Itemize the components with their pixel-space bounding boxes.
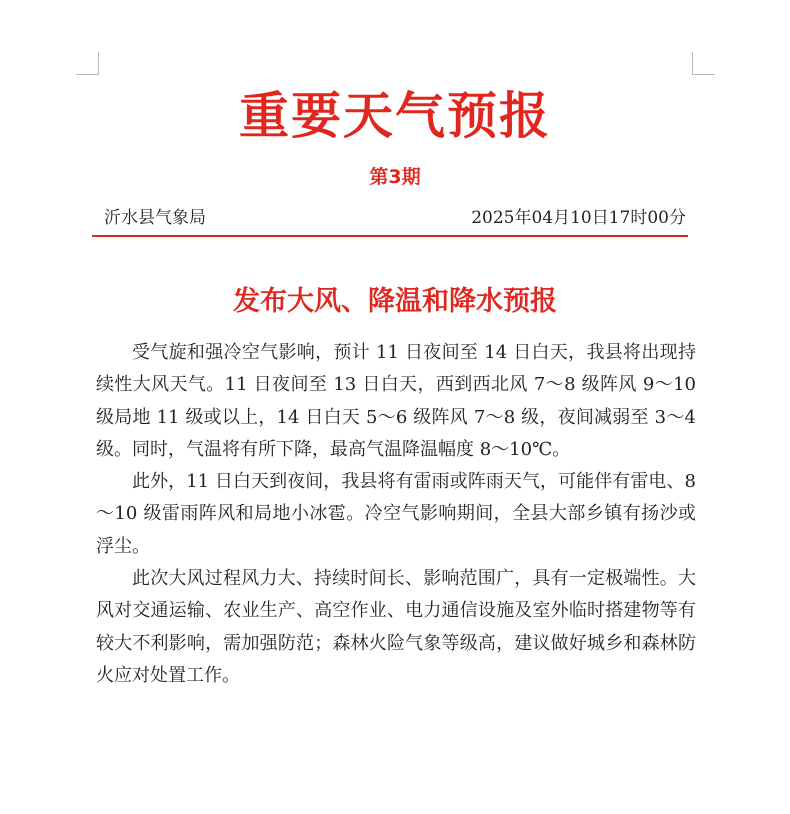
paragraph-3: 此次大风过程风力大、持续时间长、影响范围广，具有一定极端性。大风对交通运输、农业生产、高空作业、电力通信设施及室外临时搭建物等有较大不利影响，需加强防范；森林火险气象等级高，建议做好城乡和森林防火应对处置工作。 <box>96 568 696 686</box>
forecast-body <box>96 337 696 692</box>
document-title: 重要天气预报 <box>239 87 551 145</box>
issue-datetime: 2025年04月10日17时00分 <box>471 208 686 228</box>
crop-mark-top-left <box>76 52 99 75</box>
forecast-headline: 发布大风、降温和降水预报 <box>233 286 557 317</box>
issue-number: 第3期 <box>369 166 421 188</box>
crop-mark-top-right <box>692 52 715 75</box>
paragraph-2: 此外，11 日白天到夜间，我县将有雷雨或阵雨天气，可能伴有雷电、8～10 级雷雨阵风和局地小冰雹。冷空气影响期间，全县大部乡镇有扬沙或浮尘。 <box>96 471 696 557</box>
header-divider <box>92 235 688 237</box>
paragraph-1: 受气旋和强冷空气影响，预计 11 日夜间至 14 日白天，我县将出现持续性大风天气。11 日夜间至 13 日白天，西到西北风 7～8 级阵风 9～10 级局地 11 级或以上，14 日白天 5～6 级阵风 7～8 级，夜间减弱至 3～4 级。同时，气温将有所下降，最高气温降温幅度 8～10℃。 <box>96 342 696 460</box>
issuing-agency: 沂水县气象局 <box>104 208 206 228</box>
